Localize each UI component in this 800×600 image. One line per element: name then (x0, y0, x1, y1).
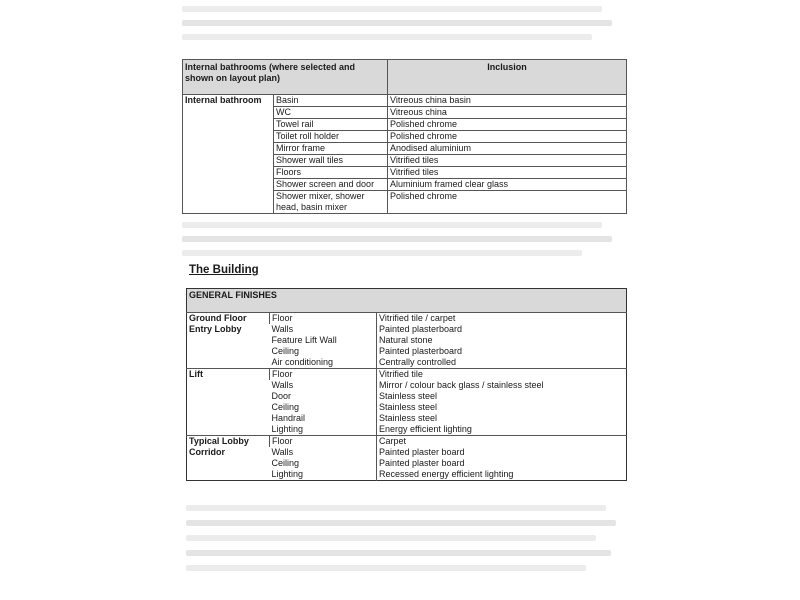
inclusion-cell: Vitreous china (388, 107, 627, 119)
group-label: Ground Floor Entry Lobby (187, 313, 270, 369)
inclusion-cell: Polished chrome (388, 119, 627, 131)
item-cell: WC (274, 107, 388, 119)
finish-cell: Vitrified tile (377, 369, 627, 381)
item-cell: Door (271, 391, 292, 401)
item-cell: Ceiling (271, 402, 300, 412)
bathroom-inclusions-table (182, 59, 627, 214)
item-cell: Ceiling (271, 346, 300, 356)
inclusion-cell: Anodised aluminium (388, 143, 627, 155)
item-cell: Walls (271, 324, 294, 334)
section-title: The Building (189, 264, 259, 276)
item-cell: Mirror frame (274, 143, 388, 155)
table-header-row (183, 60, 627, 95)
finish-cell: Painted plaster board (377, 458, 627, 469)
table-row (187, 436, 627, 448)
group-label: Lift (187, 369, 270, 436)
finish-cell: Natural stone (377, 335, 627, 346)
header-bathrooms: Internal bathrooms (where selected and shown on layout plan) (183, 60, 388, 95)
inclusion-cell: Polished chrome (388, 131, 627, 143)
inclusion-cell: Vitreous china basin (388, 95, 627, 107)
item-cell: Shower screen and door (274, 179, 388, 191)
item-cell: Towel rail (274, 119, 388, 131)
inclusion-cell: Vitrified tiles (388, 155, 627, 167)
item-cell: Shower wall tiles (274, 155, 388, 167)
header-inclusion: Inclusion (388, 60, 627, 95)
table-row (183, 95, 627, 107)
item-cell: Walls (271, 447, 294, 457)
group-label: Typical Lobby Corridor (187, 436, 270, 481)
finish-cell: Recessed energy efficient lighting (377, 469, 627, 481)
item-cell: Lighting (271, 469, 304, 479)
finish-cell: Centrally controlled (377, 357, 627, 369)
item-cell: Basin (274, 95, 388, 107)
group-label: Internal bathroom (183, 95, 274, 214)
inclusion-cell: Vitrified tiles (388, 167, 627, 179)
inclusion-cell: Polished chrome (388, 191, 627, 214)
finish-cell: Stainless steel (377, 402, 627, 413)
finish-cell: Carpet (377, 436, 627, 448)
item-cell: Floor (270, 369, 377, 381)
finish-cell: Painted plasterboard (377, 324, 627, 335)
header-general-finishes: GENERAL FINISHES (187, 289, 627, 313)
item-cell: Feature Lift Wall (271, 335, 337, 345)
general-finishes-table (186, 288, 627, 481)
item-cell: Floor (270, 436, 377, 448)
item-cell: Toilet roll holder (274, 131, 388, 143)
item-cell: Walls (271, 380, 294, 390)
table-header-row (187, 289, 627, 313)
finish-cell: Stainless steel (377, 413, 627, 424)
item-cell: Handrail (271, 413, 306, 423)
table-row (187, 369, 627, 381)
item-cell: Air conditioning (271, 357, 334, 367)
finishes-table-body (187, 313, 627, 481)
inclusion-cell: Aluminium framed clear glass (388, 179, 627, 191)
item-cell: Shower mixer, shower head, basin mixer (274, 191, 388, 214)
bathroom-table-body (183, 95, 627, 214)
finish-cell: Painted plasterboard (377, 346, 627, 357)
item-cell: Floors (274, 167, 388, 179)
finish-cell: Energy efficient lighting (377, 424, 627, 436)
finish-cell: Painted plaster board (377, 447, 627, 458)
finish-cell: Mirror / colour back glass / stainless steel (377, 380, 627, 391)
item-cell: Floor (270, 313, 377, 325)
item-cell: Lighting (271, 424, 304, 434)
table-row (187, 313, 627, 325)
item-cell: Ceiling (271, 458, 300, 468)
finish-cell: Vitrified tile / carpet (377, 313, 627, 325)
finish-cell: Stainless steel (377, 391, 627, 402)
